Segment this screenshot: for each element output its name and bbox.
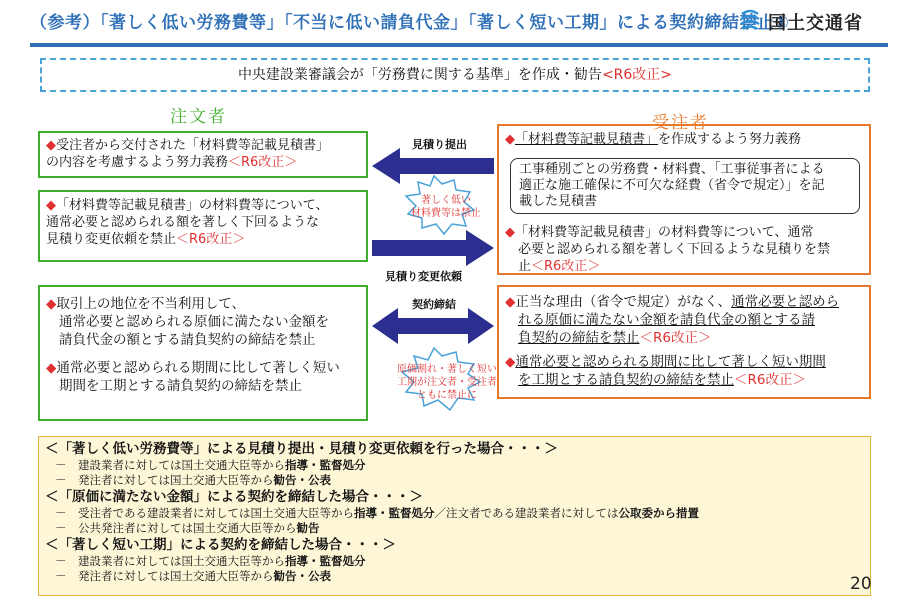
text-line: を工期とする請負契約の締結を禁止	[518, 372, 734, 388]
bullet-icon: ◆	[46, 296, 57, 312]
contractor-header: 受注者	[652, 113, 709, 133]
text-line: 載した見積書	[519, 194, 598, 209]
text-line: 正当な理由（省令で規定）がなく、	[515, 294, 732, 310]
list-item	[46, 359, 360, 395]
mlit-logo	[738, 6, 888, 40]
text-line: 指導・監督処分	[285, 554, 366, 568]
banner-text: 中央建設業審議会が「労務費に関する基準」を作成・勧告	[237, 67, 602, 83]
revision-tag: ＜R6改正＞	[176, 232, 246, 247]
text-line: の内容を考慮するよう努力義務	[46, 155, 229, 170]
orderer-box-contract-ban	[38, 285, 368, 421]
bullet-icon: ◆	[505, 225, 515, 240]
text-line: 適正な施工確保に不可欠な経費（省令で規定）」を記	[519, 178, 825, 193]
bullet-icon: ◆	[46, 138, 56, 153]
bullet-icon: ◆	[46, 360, 57, 376]
text-line: 期間を工期とする請負契約の締結を禁止	[59, 378, 302, 394]
list-item	[505, 353, 863, 389]
text-line: 請負代金の額とする請負契約の締結を禁止	[59, 332, 316, 348]
text-line: 公取委から措置	[618, 506, 699, 520]
text-line: 「材料費等記載見積書」の材料費等について、	[56, 198, 329, 213]
text-line: 工事種別ごとの労務費・材料費、「工事従事者による	[519, 162, 825, 177]
revision-tag: ＜R6改正＞	[228, 155, 298, 170]
list-item	[505, 293, 863, 347]
penalty-line	[45, 569, 864, 584]
text-line: を作成するよう努力義務	[658, 132, 802, 147]
orderer-box-estimate-consideration	[38, 131, 368, 178]
text-line: 「材料費等記載見積書」の材料費等について、通常	[515, 225, 814, 240]
text-line: 通常必要と認められる期間に比して著しく短い	[56, 360, 340, 376]
text-line: 通常必要と認められる期間に比して著しく短い期間	[515, 354, 826, 370]
logo-text: 国土交通省	[768, 13, 863, 34]
text-line: － 発注者に対しては国土交通大臣等から	[55, 473, 274, 487]
penalty-line	[45, 473, 864, 488]
penalty-line	[45, 554, 864, 569]
estimate-definition-callout	[510, 158, 860, 214]
mlit-logo-icon	[738, 8, 762, 32]
text-line: － 受注者である建設業者に対しては国土交通大臣等から	[55, 506, 354, 520]
penalty-summary-panel	[38, 436, 871, 596]
text-line: 負契約の締結を禁止	[518, 330, 640, 346]
text-line: 指導・監督処分	[285, 458, 366, 472]
text-line: 通常必要と認められる額を著しく下回るような	[46, 215, 320, 230]
text-line: 止	[518, 259, 532, 274]
page-number: 20	[850, 574, 872, 594]
penalty-heading: ＜「著しく短い工期」による契約を締結した場合・・・＞	[45, 537, 396, 553]
text-line: 通常必要と認めら	[731, 294, 840, 310]
contract-label: 契約締結	[412, 298, 456, 311]
burst-low-material-cost	[396, 194, 496, 220]
bullet-icon: ◆	[505, 354, 516, 370]
text-line: 勧告	[296, 521, 320, 535]
burst-text: ともに禁止に	[417, 390, 477, 401]
banner-tag: <R6改正>	[601, 67, 673, 83]
text-line: － 発注者に対しては国土交通大臣等から	[55, 569, 274, 583]
revision-tag: ＜R6改正＞	[639, 330, 712, 346]
contract-double-arrow-icon	[372, 308, 494, 344]
text-line: 通常必要と認められる原価に満たない金額を	[59, 314, 329, 330]
change-request-label: 見積り変更依頼	[385, 270, 462, 283]
text-line: 「材料費等記載見積書」	[515, 132, 659, 147]
revision-tag: ＜R6改正＞	[531, 259, 601, 274]
burst-text: 著しく低い	[421, 195, 471, 206]
revision-tag: ＜R6改正＞	[734, 372, 806, 388]
text-line: － 建設業者に対しては国土交通大臣等から	[55, 458, 285, 472]
text-line: ／注文者である建設業者に対しては	[434, 506, 619, 520]
page-title: （参考）「著しく低い労務費等」「不当に低い請負代金」「著しく短い工期」による契約締結禁止①	[30, 13, 790, 33]
burst-text: 原価割れ・著しく短い	[397, 364, 497, 375]
text-line: 必要と認められる額を著しく下回るような見積りを禁	[518, 242, 831, 257]
text-line: 勧告・公表	[273, 473, 331, 487]
bullet-icon: ◆	[505, 132, 515, 147]
title-rule	[30, 43, 888, 47]
text-line: 受注者から交付された「材料費等記載見積書」	[56, 138, 330, 153]
burst-cost-below-price	[386, 363, 508, 402]
banner	[40, 58, 870, 92]
text-line: － 公共発注者に対しては国土交通大臣等から	[55, 521, 297, 535]
penalty-line	[45, 521, 864, 536]
list-item	[46, 295, 360, 349]
penalty-heading: ＜「著しく低い労務費等」による見積り提出・見積り変更依頼を行った場合・・・＞	[45, 441, 558, 457]
contractor-box-contract-ban	[497, 285, 871, 399]
orderer-header: 注文者	[170, 107, 227, 127]
estimate-submit-label: 見積り提出	[412, 138, 467, 151]
text-line: 取引上の地位を不当利用して、	[56, 296, 246, 312]
change-request-arrow-icon	[372, 230, 494, 266]
bullet-icon: ◆	[505, 294, 516, 310]
text-line: 勧告・公表	[273, 569, 331, 583]
penalty-line	[45, 506, 864, 521]
text-line: 見積り変更依頼を禁止	[46, 232, 177, 247]
orderer-box-change-request-ban	[38, 190, 368, 262]
penalty-heading: ＜「原価に満たない金額」による契約を締結した場合・・・＞	[45, 489, 423, 505]
burst-text: 材料費等は禁止	[411, 208, 481, 219]
bullet-icon: ◆	[46, 198, 56, 213]
text-line: 指導・監督処分	[354, 506, 435, 520]
text-line: － 建設業者に対しては国土交通大臣等から	[55, 554, 285, 568]
burst-text: 工期が注文者・受注者	[397, 377, 497, 388]
text-line: れる原価に満たない金額を請負代金の額とする請	[518, 312, 815, 328]
penalty-line	[45, 458, 864, 473]
